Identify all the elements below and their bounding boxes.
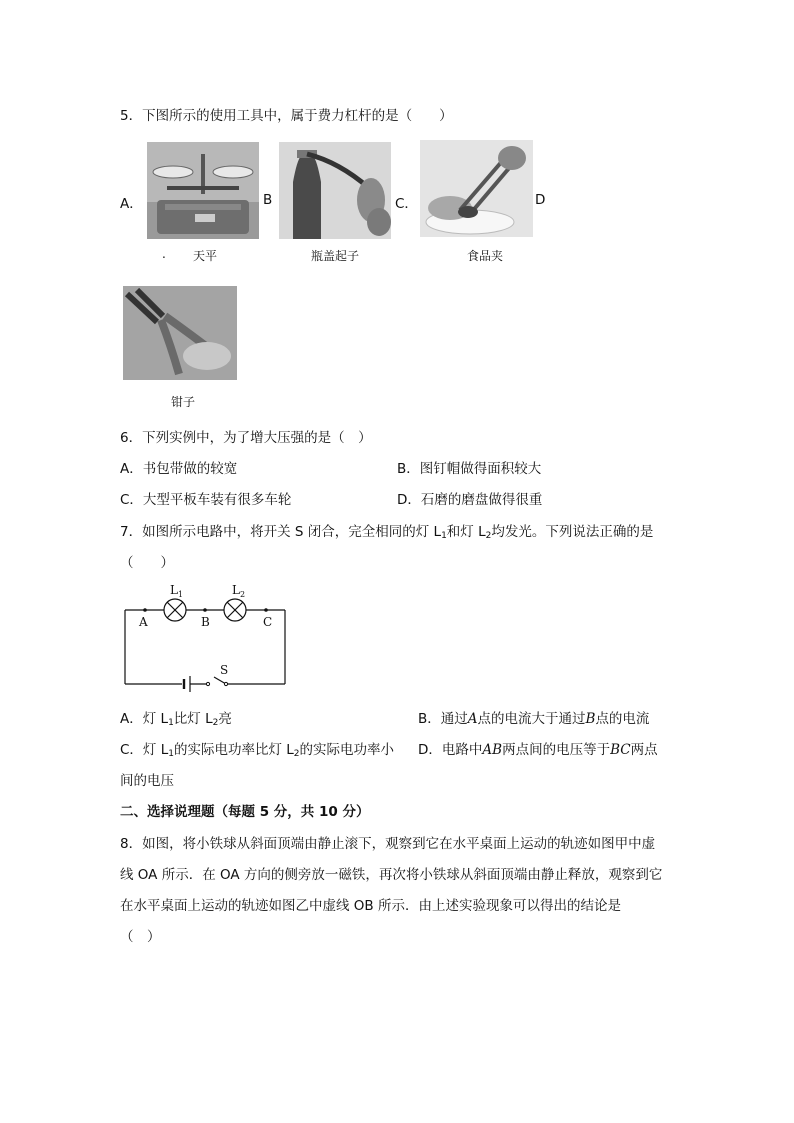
q8-line2: 线 OA 所示．在 OA 方向的侧旁放一磁铁，再次将小铁球从斜面顶端由静止释放，观察到它 [120, 867, 663, 883]
q7-option-b [418, 707, 649, 727]
node-b [203, 608, 207, 612]
q7-b-part2: 点的电流大于通过 [477, 711, 586, 727]
q7-d-part1: D．电路中 [418, 742, 483, 758]
svg-text:L2 [232, 583, 245, 599]
q7-stem-sub2: 2 [485, 531, 492, 541]
q7-stem-part2: 和灯 L [446, 524, 486, 540]
q7-option-d [418, 738, 658, 758]
label-b: B [201, 615, 210, 629]
label-l1-sub: 1 [177, 590, 184, 599]
q7-stem-sub1: 1 [441, 531, 447, 541]
q6-option-c: C．大型平板车装有很多车轮 [120, 492, 292, 508]
q6-option-a: A．书包带做的较宽 [120, 461, 238, 477]
label-l2: L [232, 583, 240, 597]
q7-a-sub2: 2 [212, 718, 219, 728]
q7-a-part3: 亮 [218, 711, 232, 727]
q7-a-sub1: 1 [168, 718, 174, 728]
q7-option-c [120, 738, 394, 759]
balance-scale-image [147, 142, 259, 239]
q5-option-b-label: B [263, 192, 273, 208]
label-a: A [139, 615, 148, 629]
q6-option-d: D．石磨的磨盘做得很重 [397, 492, 543, 508]
q5-option-a-label: A． [120, 196, 143, 212]
q8-line3: 在水平桌面上运动的轨迹如图乙中虚线 OB 所示．由上述实验现象可以得出的结论是 [120, 898, 621, 914]
label-l1: L [170, 583, 178, 597]
q7-c-part3: 的实际电功率小 [299, 742, 395, 758]
q7-d-part3: 两点 [630, 742, 658, 758]
food-tongs-image [420, 140, 533, 237]
q7-c-sub1: 1 [168, 749, 174, 759]
node-a [143, 608, 147, 612]
q7-c-part1: C．灯 L [120, 742, 169, 758]
label-l2-sub: 2 [239, 590, 246, 599]
q5-caption-a: 天平 [193, 249, 218, 263]
q7-b-part3: 点的电流 [595, 711, 650, 727]
q7-stem [120, 520, 653, 541]
q5-stem: 5．下图所示的使用工具中，属于费力杠杆的是（ ） [120, 108, 453, 124]
q5-option-d-label: D [535, 192, 546, 208]
q7-d-part2: 两点间的电压等于 [502, 742, 611, 758]
q6-option-b: B．图钉帽做得面积较大 [397, 461, 542, 477]
q5-caption-b: 瓶盖起子 [311, 249, 360, 263]
q7-b-point-a: A [467, 711, 478, 727]
q7-c-sub2: 2 [293, 749, 300, 759]
q6-stem: 6．下列实例中，为了增大压强的是（ ） [120, 430, 372, 446]
label-c: C [263, 615, 273, 629]
q5-option-c-label: C． [395, 196, 418, 212]
q7-option-d-line2: 间的电压 [120, 773, 174, 789]
q7-option-a [120, 707, 232, 728]
svg-text:L1 [170, 583, 183, 599]
pliers-image [123, 286, 237, 380]
q7-d-ab: AB [482, 742, 503, 758]
label-s: S [220, 663, 229, 677]
q7-stem-part1: 7．如图所示电路中，将开关 S 闭合，完全相同的灯 L [120, 524, 442, 540]
q7-stem-part3: 均发光。下列说法正确的是 [491, 524, 654, 540]
q7-d-bc: BC [610, 742, 631, 758]
q5-dot: . [162, 247, 166, 261]
circuit-diagram [118, 578, 294, 692]
q5-caption-d: 钳子 [171, 395, 196, 409]
q8-paren: （ ） [120, 929, 161, 945]
q7-c-part2: 的实际电功率比灯 L [173, 742, 294, 758]
q8-line1: 8．如图，将小铁球从斜面顶端由静止滚下，观察到它在水平桌面上运动的轨迹如图甲中虚 [120, 836, 656, 852]
q7-paren: （ ） [120, 555, 174, 571]
section-heading: 二、选择说理题（每题 5 分，共 10 分） [120, 804, 370, 820]
q7-b-part1: B．通过 [418, 711, 468, 727]
node-c [264, 608, 268, 612]
q5-caption-c: 食品夹 [467, 249, 504, 263]
q7-a-part1: A．灯 L [120, 711, 169, 727]
q7-a-part2: 比灯 L [173, 711, 213, 727]
bottle-opener-image [279, 142, 391, 239]
q7-b-point-b: B [585, 711, 596, 727]
